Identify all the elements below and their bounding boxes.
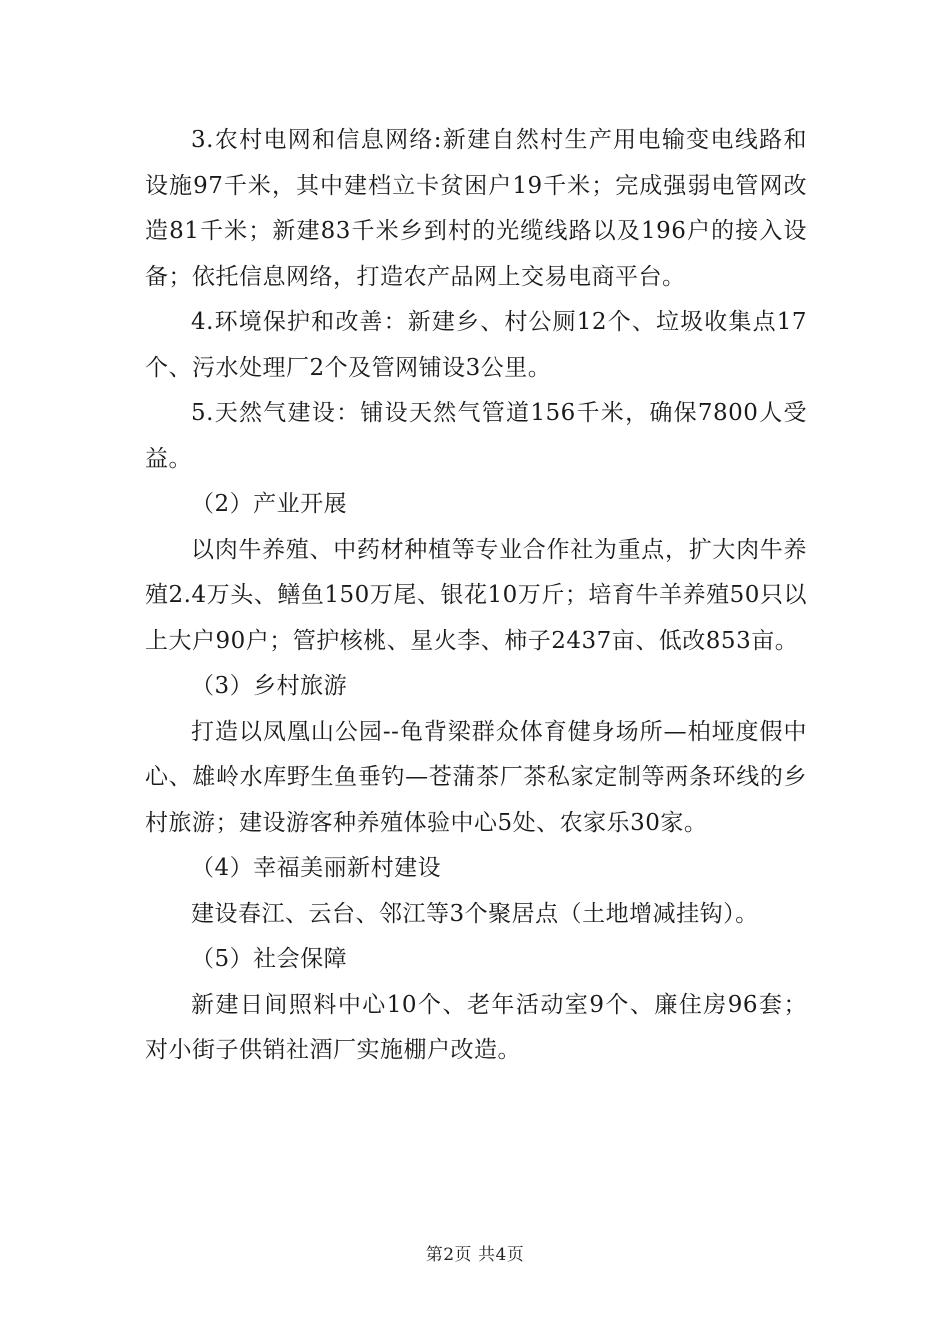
paragraph-social-security: 新建日间照料中心10个、老年活动室9个、廉住房96套；对小街子供销社酒厂实施棚户改造。 [145, 991, 807, 1063]
section-heading-social-security: （5）社会保障 [191, 946, 348, 972]
paragraph-rural-grid: 3.农村电网和信息网络:新建自然村生产用电输变电线路和设施97千米，其中建档立卡贫困户19千米；完成强弱电管网改造81千米；新建83千米乡到村的光缆线路以及196户的接入设备；依托信息网络，打造农产品网上交易电商平台。 [145, 127, 807, 290]
document-body [145, 118, 807, 1074]
paragraph-environment: 4.环境保护和改善：新建乡、村公厕12个、垃圾收集点17个、污水处理厂2个及管网铺设3公里。 [145, 309, 807, 381]
paragraph-natural-gas: 5.天然气建设：铺设天然气管道156千米，确保7800人受益。 [145, 400, 807, 472]
paragraph-new-village: 建设春江、云台、邻江等3个聚居点（土地增减挂钩）。 [191, 900, 759, 927]
section-heading-new-village: （4）幸福美丽新村建设 [191, 855, 442, 881]
section-heading-industry: （2）产业开展 [191, 491, 348, 517]
page-number-footer: 第2页 共4页 [425, 1245, 525, 1265]
paragraph-industry: 以肉牛养殖、中药材种植等专业合作社为重点，扩大肉牛养殖2.4万头、鳝鱼150万尾、银花10万斤；培育牛羊养殖50只以上大户90户；管护核桃、星火李、柿子2437亩、低改853亩。 [145, 536, 807, 654]
paragraph-tourism: 打造以凤凰山公园--龟背梁群众体育健身场所—柏垭度假中心、雄岭水库野生鱼垂钓—苍蒲茶厂茶私家定制等两条环线的乡村旅游；建设游客种养殖体验中心5处、农家乐30家。 [145, 718, 807, 836]
section-heading-tourism: （3）乡村旅游 [191, 673, 348, 699]
